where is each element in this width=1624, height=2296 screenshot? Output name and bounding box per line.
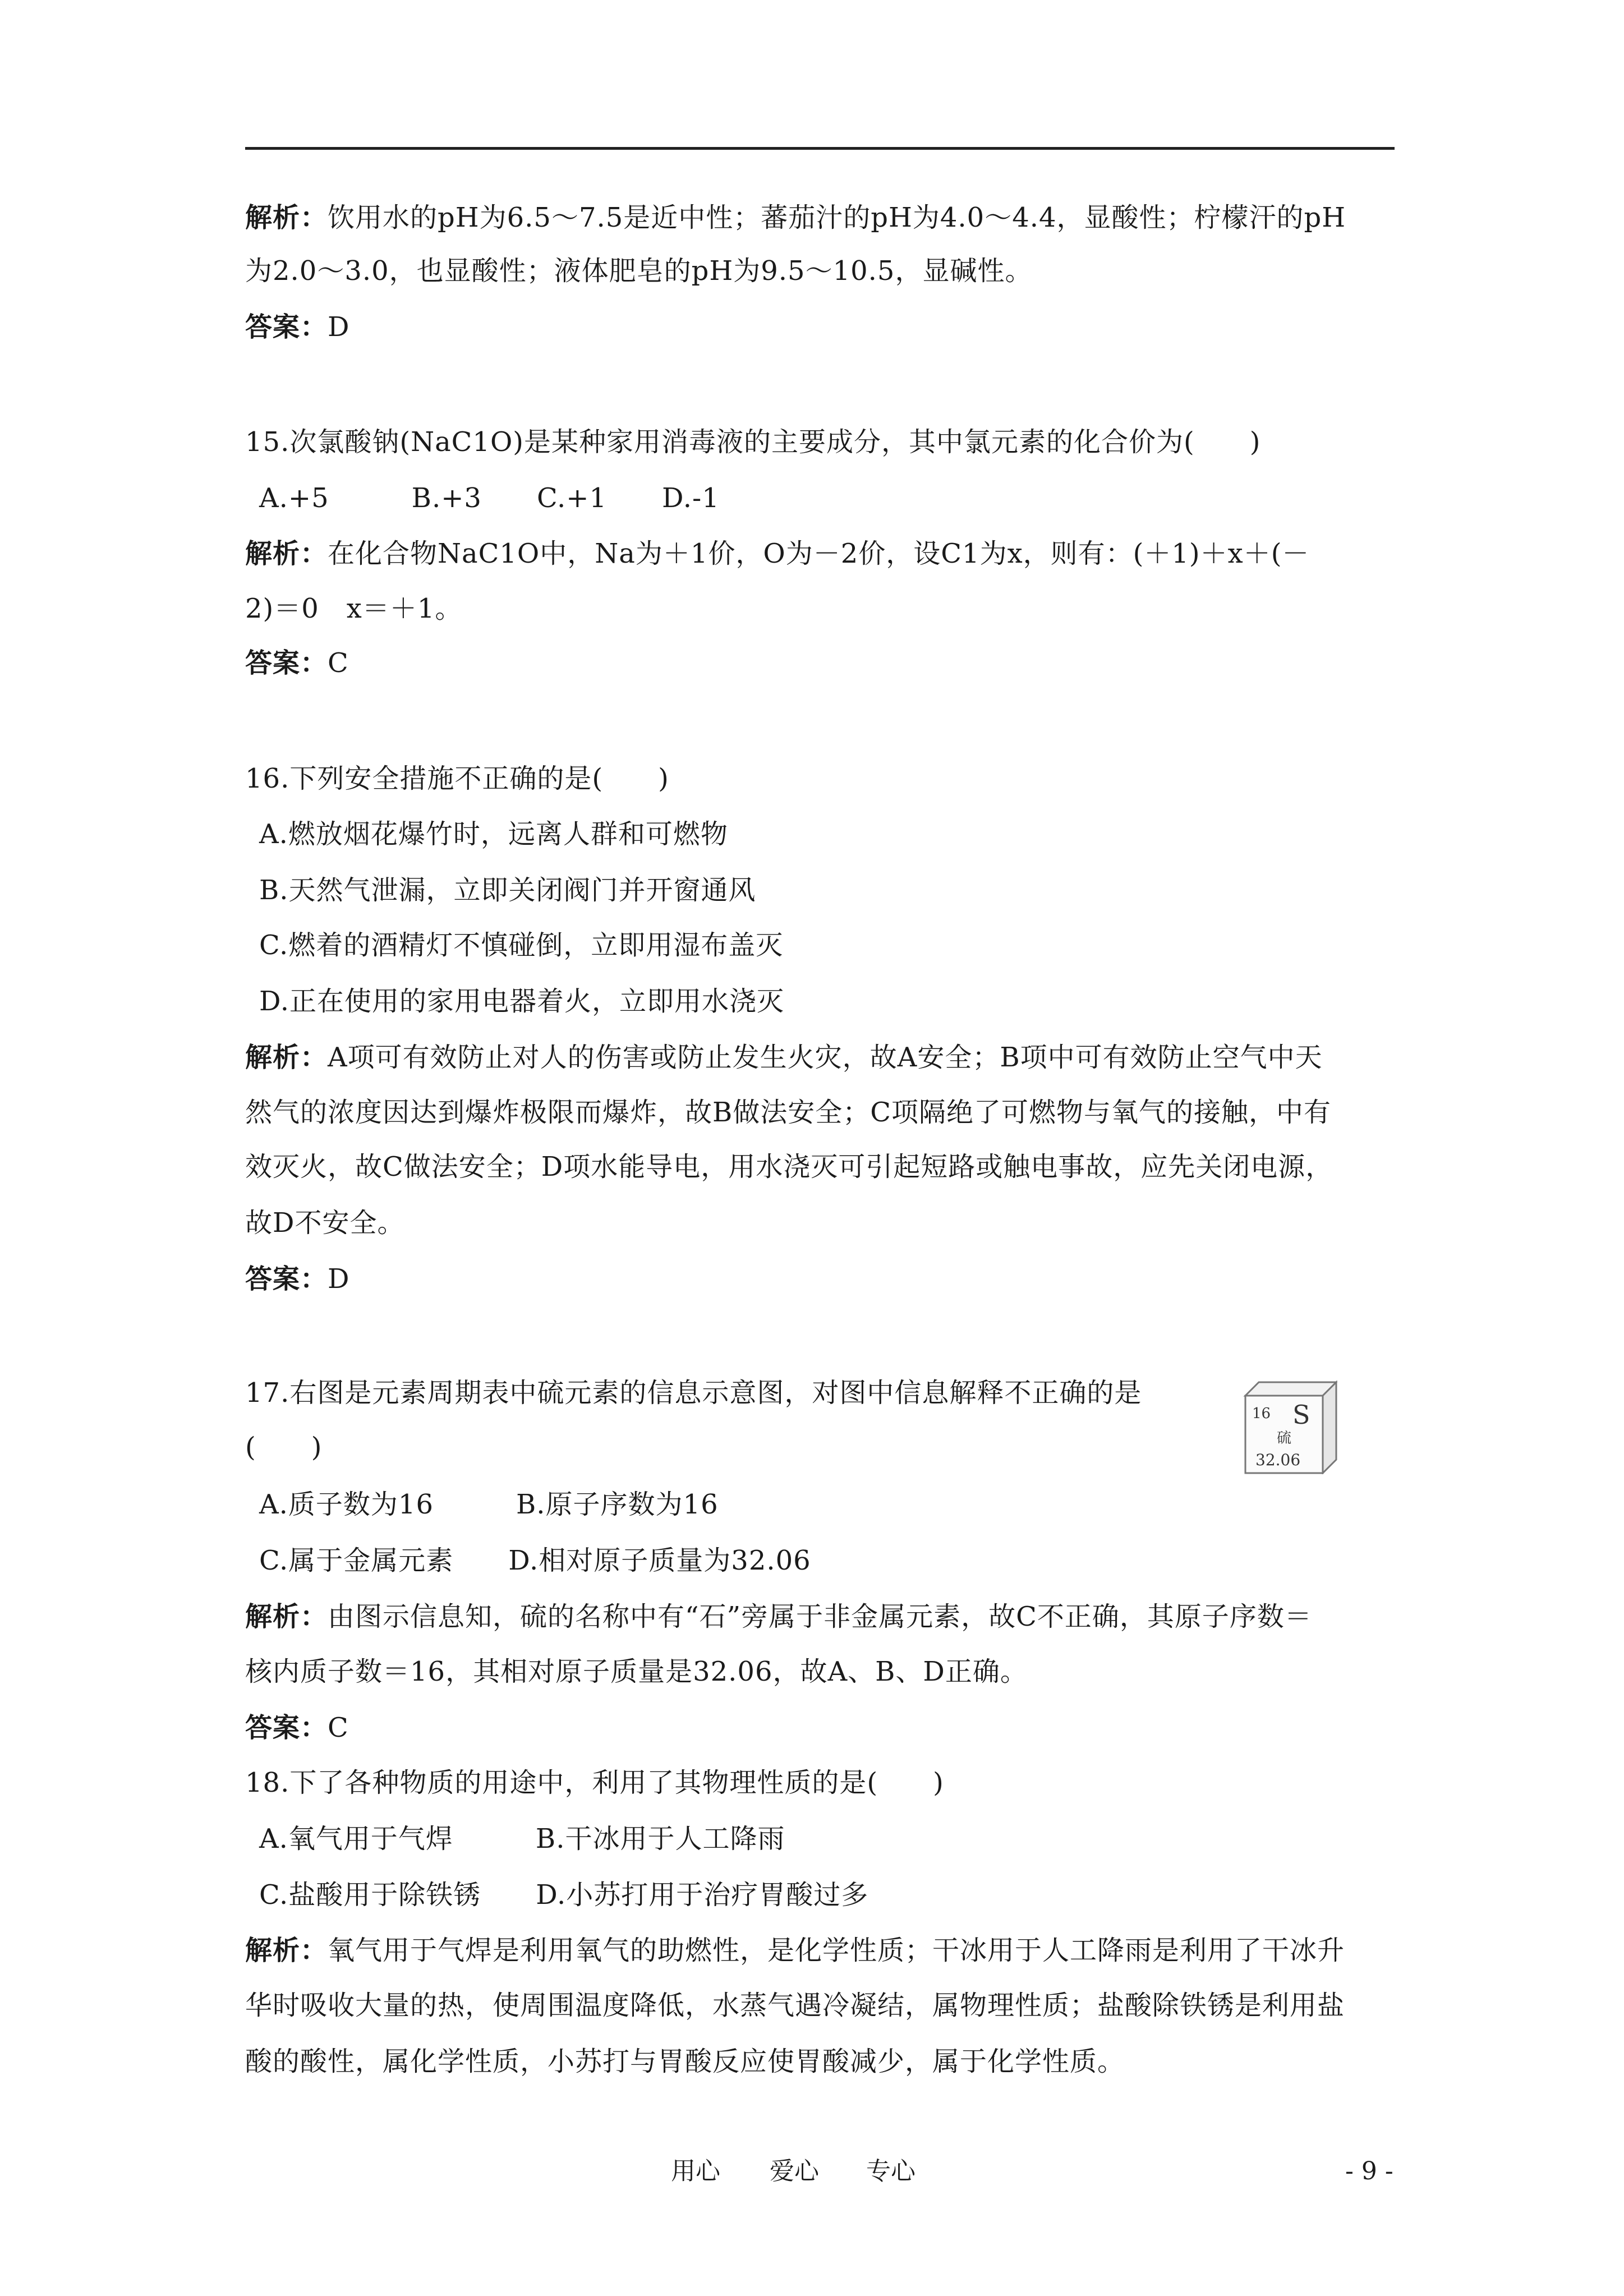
q18-stem: 18.下了各种物质的用途中，利用了其物理性质的是( ): [245, 1767, 944, 1798]
q18-analysis-line-1: [245, 1934, 1345, 1967]
q15-stem: 15.次氯酸钠(NaC1O)是某种家用消毒液的主要成分，其中氯元素的化合价为( ): [245, 426, 1261, 458]
analysis-label: 解析：: [245, 1935, 328, 1966]
q14-answer: [245, 310, 350, 344]
q14-analysis-line-2: 为2.0～3.0，也显酸性；液体肥皂的pH为9.5～10.5，显碱性。: [245, 255, 1033, 287]
sulfur-element-tile: [1243, 1380, 1337, 1474]
analysis-label: 解析：: [245, 202, 328, 233]
q17-stem-line-1: 17.右图是元素周期表中硫元素的信息示意图，对图中信息解释不正确的是: [245, 1377, 1142, 1409]
q14-analysis-line-1: [245, 201, 1346, 234]
q14-answer-value: D: [328, 311, 350, 343]
q16-option-a: A.燃放烟花爆竹时，远离人群和可燃物: [259, 818, 728, 850]
element-number: 16: [1252, 1405, 1271, 1422]
q16-analysis-line-4: 故D不安全。: [245, 1207, 405, 1239]
q16-option-d: D.正在使用的家用电器着火，立即用水浇灭: [259, 986, 785, 1017]
q16-analysis-text-1: A项可有效防止对人的伤害或防止发生火灾，故A安全；B项中可有效防止空气中天: [328, 1042, 1323, 1073]
element-name: 硫: [1277, 1430, 1292, 1447]
header-rule: [245, 147, 1395, 150]
answer-label: 答案：: [245, 1263, 328, 1295]
q18-options-line-1: A.氧气用于气焊 B.干冰用于人工降雨: [259, 1823, 785, 1855]
q17-analysis-line-2: 核内质子数＝16，其相对原子质量是32.06，故A、B、D正确。: [245, 1656, 1028, 1687]
q17-answer-value: C: [328, 1712, 349, 1743]
q17-analysis-line-1: [245, 1600, 1312, 1634]
q17-options-line-1: A.质子数为16 B.原子序数为16: [259, 1489, 719, 1520]
footer-motto-3: 专心: [866, 2157, 915, 2185]
q16-stem: 16.下列安全措施不正确的是( ): [245, 763, 669, 794]
q18-options-line-2: C.盐酸用于除铁锈 D.小苏打用于治疗胃酸过多: [259, 1879, 869, 1911]
q18-analysis-text-1: 氧气用于气焊是利用氧气的助燃性，是化学性质；干冰用于人工降雨是利用了干冰升: [328, 1935, 1345, 1966]
q15-analysis-line-2: 2)＝0 x＝＋1。: [245, 593, 463, 624]
element-mass: 32.06: [1255, 1451, 1301, 1469]
analysis-label: 解析：: [245, 538, 328, 569]
page-number: - 9 -: [1345, 2157, 1393, 2185]
q16-analysis-line-1: [245, 1041, 1323, 1074]
answer-label: 答案：: [245, 647, 328, 679]
q15-options: A.+5 B.+3 C.+1 D.-1: [259, 482, 720, 514]
q17-answer: [245, 1711, 349, 1745]
q15-analysis-line-1: [245, 537, 1309, 570]
footer-motto-1: 用心: [671, 2157, 720, 2185]
q16-answer: [245, 1262, 350, 1296]
analysis-label: 解析：: [245, 1601, 328, 1632]
footer-motto-2: 爱心: [770, 2157, 819, 2185]
q17-options-line-2: C.属于金属元素 D.相对原子质量为32.06: [259, 1545, 811, 1576]
q16-answer-value: D: [328, 1263, 350, 1295]
q15-answer: [245, 646, 349, 680]
q17-stem-line-2: ( ): [245, 1432, 323, 1463]
q14-analysis-text-1: 饮用水的pH为6.5～7.5是近中性；蕃茄汁的pH为4.0～4.4，显酸性；柠檬汗的pH: [328, 202, 1346, 233]
q18-analysis-line-2: 华时吸收大量的热，使周围温度降低，水蒸气遇冷凝结，属物理性质；盐酸除铁锈是利用盐: [245, 1990, 1345, 2021]
q16-option-c: C.燃着的酒精灯不慎碰倒，立即用湿布盖灭: [259, 930, 784, 961]
answer-label: 答案：: [245, 311, 328, 343]
answer-label: 答案：: [245, 1712, 328, 1743]
analysis-label: 解析：: [245, 1042, 328, 1073]
q18-analysis-line-3: 酸的酸性，属化学性质，小苏打与胃酸反应使胃酸减少，属于化学性质。: [245, 2046, 1125, 2077]
q16-analysis-line-3: 效灭火，故C做法安全；D项水能导电，用水浇灭可引起短路或触电事故，应先关闭电源，: [245, 1151, 1333, 1182]
q15-answer-value: C: [328, 647, 349, 679]
q16-analysis-line-2: 然气的浓度因达到爆炸极限而爆炸，故B做法安全；C项隔绝了可燃物与氧气的接触，中有: [245, 1097, 1332, 1128]
q16-option-b: B.天然气泄漏，立即关闭阀门并开窗通风: [259, 875, 756, 906]
q17-analysis-text-1: 由图示信息知，硫的名称中有“石”旁属于非金属元素，故C不正确，其原子序数＝: [328, 1601, 1312, 1632]
q15-analysis-text-1: 在化合物NaC1O中，Na为＋1价，O为－2价，设C1为x，则有：(＋1)＋x＋(－: [328, 538, 1310, 569]
element-symbol: S: [1292, 1400, 1310, 1430]
